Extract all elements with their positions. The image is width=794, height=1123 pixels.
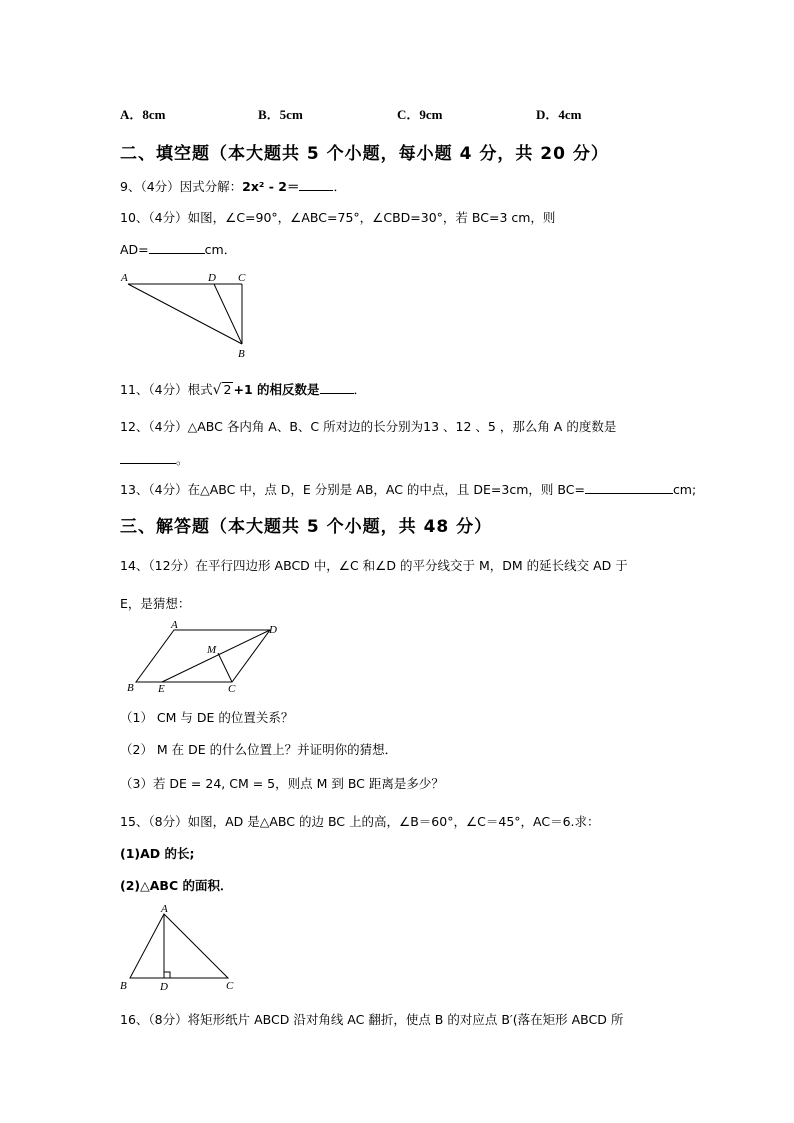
q13-prefix: 13、（4分）在△ABC 中，点 D，E 分别是 AB，AC 的中点，且 DE=3cm，则 BC=: [120, 482, 585, 497]
option-d: D．4cm: [536, 107, 582, 122]
figure-q14-parallelogram: [124, 618, 284, 696]
label-c: C: [238, 272, 246, 284]
q11-suffix: ．: [353, 382, 367, 397]
label-e: E: [158, 683, 165, 695]
label-a: A: [121, 272, 128, 284]
label-a: A: [161, 903, 168, 915]
label-c: C: [226, 980, 234, 992]
question-15-sub2: (2)△ABC 的面积．: [120, 878, 233, 893]
question-12-line1: 12、（4分）△ABC 各内角 A、B、C 所对边的长分别为13 、12 、5 ，那么角 A 的度数是: [120, 419, 617, 434]
figure-q10-triangle: [118, 268, 258, 360]
q13-suffix: cm;: [672, 482, 697, 497]
label-b: B: [127, 682, 134, 694]
answer-blank: [585, 481, 673, 494]
question-14-line2: E，是猜想：: [120, 596, 191, 611]
section-title-fill-in: 二、填空题（本大题共 5 个小题，每小题 4 分，共 20 分）: [120, 144, 609, 164]
answer-blank: [299, 178, 333, 191]
option-c: C．9cm: [397, 107, 443, 122]
question-15-line1: 15、（8分）如图，AD 是△ABC 的边 BC 上的高，∠B＝60°，∠C＝45°，AC＝6.求：: [120, 814, 600, 829]
label-d: D: [208, 272, 216, 284]
question-16-line1: 16、（8分）将矩形纸片 ABCD 沿对角线 AC 翻折，使点 B 的对应点 B′(落在矩形 ABCD 所: [120, 1012, 624, 1027]
question-14-sub2: （2） M 在 DE 的什么位置上？并证明你的猜想．: [120, 742, 398, 757]
q9-prefix: 9、（4分）因式分解：: [120, 179, 243, 194]
question-15-sub1: (1)AD 的长;: [120, 846, 195, 861]
q11-radicand: 2: [223, 382, 232, 397]
label-b: B: [120, 980, 127, 992]
q11-prefix: 11、（4分）根式: [120, 382, 213, 397]
question-14-sub1: （1） CM 与 DE 的位置关系？: [120, 710, 294, 725]
question-13: [120, 480, 696, 498]
question-14-sub3: （3）若 DE = 24, CM = 5，则点 M 到 BC 距离是多少？: [120, 776, 444, 791]
answer-blank: [120, 451, 176, 464]
label-d: D: [160, 981, 168, 993]
label-a: A: [171, 619, 178, 631]
question-12-line2: [120, 450, 189, 468]
question-11: [120, 380, 366, 398]
question-14-line1: 14、（12分）在平行四边形 ABCD 中，∠C 和∠D 的平分线交于 M，DM 的延长线交 AD 于: [120, 558, 628, 573]
q9-expression: 2x² - 2＝: [242, 179, 300, 194]
answer-blank: [149, 241, 205, 254]
option-a: A．8cm: [120, 107, 166, 122]
question-10-line1: 10、（4分）如图，∠C=90°，∠ABC=75°，∠CBD=30°，若 BC=3 cm，则: [120, 210, 556, 225]
section-title-solutions: 三、解答题（本大题共 5 个小题，共 48 分）: [120, 517, 493, 537]
q10-ad-label: AD=: [120, 242, 149, 257]
question-9: [120, 177, 346, 195]
radical-sign-icon: √: [212, 382, 222, 398]
label-c: C: [228, 683, 236, 695]
q12-suffix: 。: [176, 452, 189, 467]
label-d: D: [269, 624, 277, 636]
q10-unit: cm．: [204, 242, 237, 257]
answer-blank: [320, 381, 354, 394]
option-b: B．5cm: [258, 107, 303, 122]
label-b: B: [238, 348, 245, 360]
question-10-line2: [120, 240, 236, 258]
label-m: M: [207, 644, 217, 656]
q9-suffix: ．: [333, 179, 346, 194]
q11-after-root: +1 的相反数是: [233, 382, 320, 397]
figure-q15-triangle: [116, 902, 242, 994]
